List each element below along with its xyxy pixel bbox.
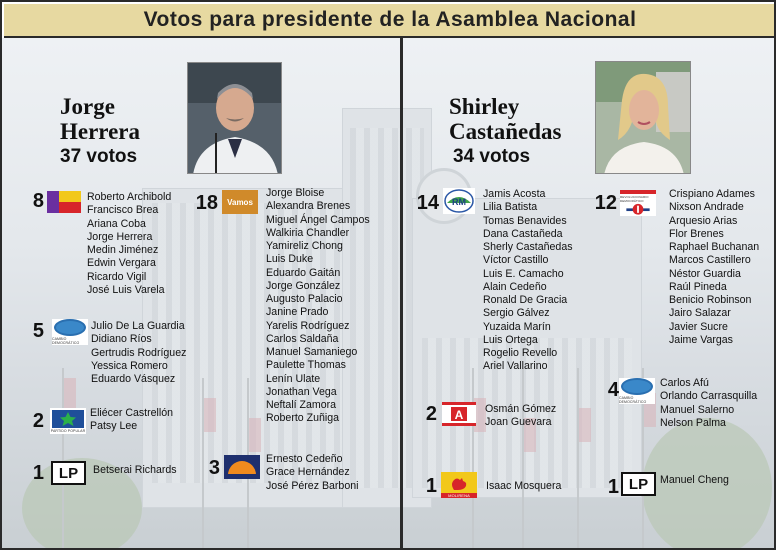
deputy-name: Gertrudis Rodríguez [91,346,187,359]
partido-popular-logo [50,408,86,434]
deputy-name: Sherly Castañedas [483,241,573,253]
deputy-name: Jorge González [266,279,341,292]
panamenista-flag-icon [47,191,81,213]
alianza-logo-text: A [454,408,464,422]
deputy-name: Manuel Cheng [660,474,729,486]
seat-count: 4 [607,379,619,401]
deputy-name: Tomas Benavides [483,214,567,227]
deputy-name: Néstor Guardia [669,267,741,280]
seat-count: 12 [594,192,617,214]
lp-logo-text: LP [628,475,649,493]
deputy-name: Roberto Archibold [87,191,172,203]
deputy-name: Jonathan Vega [266,385,337,398]
candidate-votes-left: 37 votos [60,146,138,167]
vamos-logo [222,190,258,214]
candidate-votes-right: 34 votos [453,146,531,167]
deputy-name: Ricardo Vigil [87,270,147,283]
deputy-name: Yamireliz Chong [266,240,343,252]
deputy-name: Ariana Coba [87,217,146,230]
deputy-name: Manuel Salerno [660,403,735,416]
prd-red-band [620,190,656,194]
deputy-name: Joan Guevara [485,416,552,429]
deputy-name: Ariel Vallarino [483,360,548,373]
deputy-name: Edwin Vergara [87,257,156,270]
rooster-icon [448,476,470,492]
deputy-name: Alexandra Brenes [266,200,351,213]
seat-count: 1 [425,475,437,497]
molirena-logo [441,472,477,498]
deputy-name: Luis Duke [266,253,314,266]
deputy-name: Julio De La Guardia [91,320,185,332]
deputy-name: Jorge Herrera [87,230,153,243]
deputy-name: Orlando Carrasquilla [660,390,758,403]
deputy-name: Osmán Gómez [485,403,557,415]
deputy-name: Francisco Brea [87,204,159,217]
deputy-name: Carlos Afú [660,377,709,389]
deputies-list [669,188,759,347]
deputy-name: Walkiria Chandler [266,226,350,239]
deputy-name: Raúl Pineda [669,280,727,293]
deputy-name: Dana Castañeda [483,227,563,240]
column-divider [400,38,403,548]
lp-logo [621,472,656,496]
deputy-name: Grace Hernández [266,466,350,479]
deputy-name: Raphael Buchanan [669,241,760,253]
seat-count: 1 [32,462,44,484]
man-portrait-icon [188,63,282,174]
deputy-name: Didiano Ríos [91,333,152,346]
deputy-name: Neftalí Zamora [266,399,337,411]
alianza-logo [442,402,476,426]
seat-count: 3 [208,457,220,479]
deputy-name: Ronald De Gracia [483,294,568,306]
seat-count: 2 [32,410,44,432]
deputies-list [660,377,757,430]
seat-count: 8 [32,190,44,212]
deputy-name: Lilia Batista [483,201,538,214]
deputy-name: Benicio Robinson [669,294,752,306]
deputy-name: Flor Brenes [669,227,724,240]
logo-caption: MOLIRENA [441,493,477,498]
deputies-list [266,453,358,493]
deputy-name: Medin Jiménez [87,244,159,256]
deputy-name: Janine Prado [266,306,329,319]
deputy-name: Ernesto Cedeño [266,453,343,465]
deputy-name: Crispiano Adames [669,188,755,200]
deputy-name: Nelson Palma [660,416,726,429]
deputy-name: Arquesio Arias [669,214,738,227]
deputies-list [87,191,171,297]
deputy-name: Betserai Richards [93,464,177,476]
deputy-name: Eliécer Castrellón [90,407,174,419]
rm-logo-text: RM [452,197,466,207]
deputy-name: Sergio Gálvez [483,307,550,320]
deputy-name: Miguel Ángel Campos [266,213,370,226]
candidate-first-name: Shirley [449,94,520,119]
deputy-name: Jamis Acosta [483,188,546,200]
deputy-name: Augusto Palacio [266,293,343,305]
candidate-last-name: Herrera [60,119,141,144]
deputy-name: Alain Cedeño [483,280,547,293]
deputies-list [93,464,177,477]
candidate-first-name: Jorge [60,94,115,119]
seat-count: 18 [195,192,218,214]
cambio-democratico-logo [619,378,655,404]
deputy-name: Jaime Vargas [669,333,733,346]
deputy-name: Lenín Ulate [266,372,321,385]
deputy-name: Isaac Mosquera [486,480,562,492]
seat-count: 14 [416,192,439,214]
deputies-list [486,480,561,493]
deputy-name: Luis E. Camacho [483,267,564,280]
logo-caption: PARTIDO POPULAR [50,428,86,433]
prd-emblem-icon [625,203,651,216]
deputy-name: Víctor Castillo [483,254,549,267]
cambio-democratico-oval-icon [54,319,86,336]
prd-logo [620,190,656,216]
moca-logo [224,455,260,479]
deputy-name: Yuzaida Marín [483,320,551,333]
deputy-name: Carlos Saldaña [266,332,339,345]
deputy-name: Yarelis Rodríguez [266,319,350,332]
deputy-name: Paulette Thomas [266,359,346,372]
star-icon [52,410,84,428]
deputy-name: Eduardo Gaitán [266,266,341,279]
logo-caption: CAMBIO DEMOCRÁTICO [52,337,80,345]
deputy-name: Nixson Andrade [669,201,744,214]
deputies-list [483,188,573,374]
deputies-list [91,320,186,386]
logo-caption: CAMBIO DEMOCRÁTICO [619,396,647,404]
deputy-name: Eduardo Vásquez [91,373,176,385]
cambio-democratico-logo [52,319,88,345]
deputy-name: José Luis Varela [87,283,165,296]
lp-logo [51,461,86,485]
cambio-democratico-oval-icon [621,378,653,395]
vamos-logo-text: Vamos [227,197,253,207]
deputy-name: José Pérez Barboni [266,479,359,492]
seat-count: 1 [607,476,619,498]
deputy-name: Manuel Samaniego [266,346,358,358]
page-title: Votos para presidente de la Asamblea Nacional [143,8,637,31]
logo-caption: REVOLUCIONARIO DEMOCRÁTICO [620,195,649,204]
rm-logo [443,188,475,214]
deputies-list [660,474,729,487]
deputy-name: Jairo Salazar [669,307,731,320]
lp-logo-text: LP [58,464,79,482]
deputy-name: Marcos Castillero [669,254,751,267]
deputies-list [266,187,370,426]
candidate-photo-left [187,62,282,174]
deputy-name: Yessica Romero [91,359,168,372]
deputy-name: Jorge Bloise [266,187,325,199]
candidate-name-right [449,94,561,144]
deputy-name: Luis Ortega [483,333,538,346]
deputy-name: Roberto Zuñiga [266,412,340,425]
candidate-last-name: Castañedas [449,119,562,144]
woman-portrait-icon [596,62,691,174]
seat-count: 5 [32,320,44,342]
deputies-list [485,403,556,430]
deputy-name: Javier Sucre [669,320,728,333]
title-bar [4,4,776,38]
seat-count: 2 [425,403,437,425]
deputies-list [90,407,173,434]
deputy-name: Rogelio Revello [483,347,558,359]
candidate-name-left [60,94,140,144]
deputy-name: Patsy Lee [90,420,138,433]
candidate-photo-right [595,61,691,174]
